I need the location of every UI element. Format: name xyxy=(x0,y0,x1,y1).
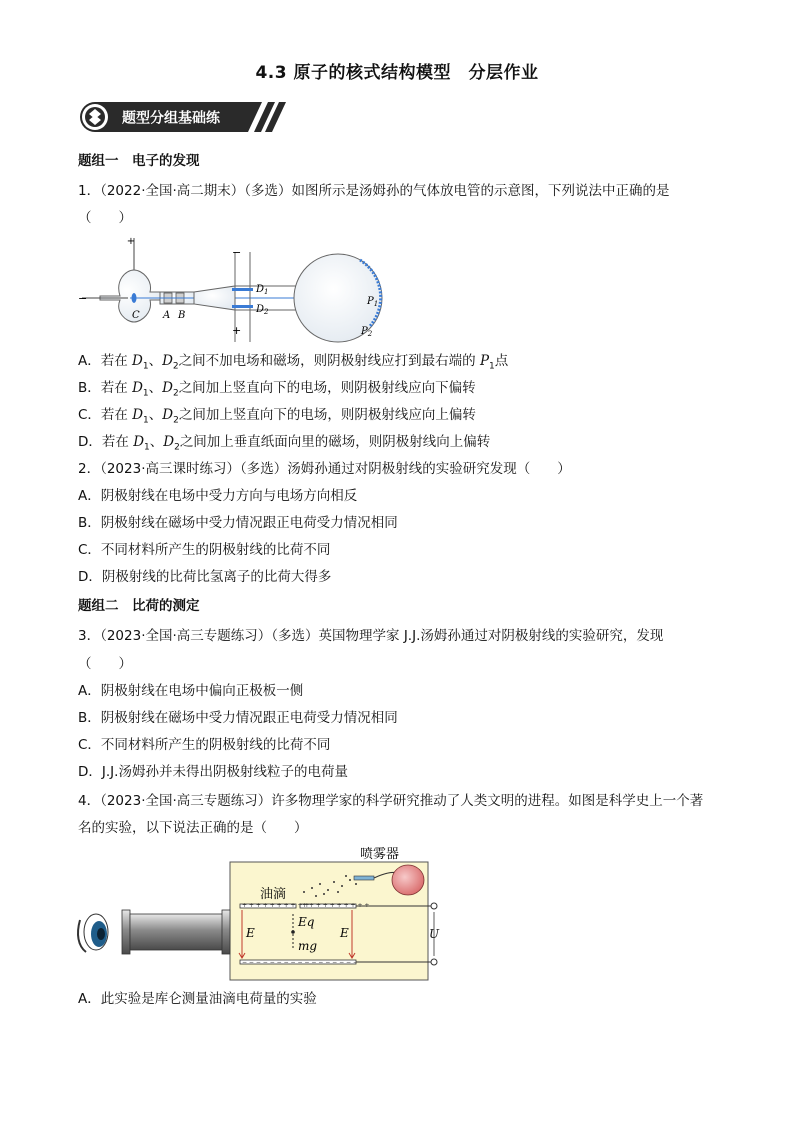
svg-text:+ + + + + + + + + +: + + + + + + + + + + xyxy=(242,902,310,909)
svg-text:− − − − − − − − − − − − − − −: − − − − − − − − − − − − − − − − − − xyxy=(242,959,365,966)
question-4-stem-line-2: 名的实验，以下说法正确的是（ ） xyxy=(78,820,308,836)
question-3-stem: 3．（2023·全国·高三专题练习）（多选）英国物理学家 J.J.汤姆孙通过对阴极射线的实验研究，发现 xyxy=(78,628,664,644)
label-c: C xyxy=(132,310,140,321)
voltage-u-label: U xyxy=(429,927,440,941)
field-e-right-label: E xyxy=(340,926,349,940)
section-banner xyxy=(78,100,292,134)
label-p2: $P_2$ xyxy=(361,326,373,338)
upper-plate-minus-label: − xyxy=(232,246,242,259)
question-1-answer-paren: （ ） xyxy=(78,210,132,226)
question-4-option-a: A．此实验是库仑测量油滴电荷量的实验 xyxy=(78,991,317,1007)
banner-label: 题型分组基础练 xyxy=(122,110,220,127)
question-2-stem: 2．（2023·高三课时练习）（多选）汤姆孙通过对阴极射线的实验研究发现（ ） xyxy=(78,461,571,477)
question-1-option-d: D．若在 $D_1$、$D_2$之间加上垂直纸面向里的磁场，则阴极射线向上偏转 xyxy=(78,434,491,453)
question-2-option-b: B．阴极射线在磁场中受力情况跟正电荷受力情况相同 xyxy=(78,515,398,531)
question-3-option-d: D．J.J.汤姆孙并未得出阴极射线粒子的电荷量 xyxy=(78,764,348,780)
question-1-stem: 1．（2022·全国·高二期末）（多选）如图所示是汤姆孙的气体放电管的示意图，下列说法中正确的是 xyxy=(78,183,670,199)
eq-force-label: Eq xyxy=(298,915,315,929)
question-1-option-b: B．若在 $D_1$、$D_2$之间加上竖直向下的电场，则阴极射线应向下偏转 xyxy=(78,380,476,399)
question-1-option-a: A．若在 $D_1$、$D_2$之间不加电场和磁场，则阴极射线应打到最右端的 $P_1$点 xyxy=(78,353,509,372)
group-heading-1: 题组一 电子的发现 xyxy=(78,153,200,169)
label-p1: $P_1$ xyxy=(367,296,379,308)
group-heading-2: 题组二 比荷的测定 xyxy=(78,598,200,614)
label-d1: $D_1$ xyxy=(256,284,269,296)
question-3-option-c: C．不同材料所产生的阴极射线的比荷不同 xyxy=(78,737,331,753)
oil-drop-label: 油滴 xyxy=(260,887,287,902)
field-e-left-label: E xyxy=(246,926,255,940)
cathode-minus-label: − xyxy=(78,292,88,305)
label-b: B xyxy=(178,310,186,321)
question-2-option-c: C．不同材料所产生的阴极射线的比荷不同 xyxy=(78,542,331,558)
sprayer-label: 喷雾器 xyxy=(360,847,400,862)
discharge-tube-figure xyxy=(70,230,390,348)
question-4-stem-line-1: 4．（2023·全国·高三专题练习）许多物理学家的科学研究推动了人类文明的进程。如图是科学史上一个著 xyxy=(78,793,704,809)
question-3-option-b: B．阴极射线在磁场中受力情况跟正电荷受力情况相同 xyxy=(78,710,398,726)
label-a: A xyxy=(163,310,171,321)
anode-plus-label: + xyxy=(126,236,136,247)
label-d2: $D_2$ xyxy=(256,304,269,316)
question-3-answer-paren: （ ） xyxy=(78,656,132,672)
page-title: 4.3 原子的核式结构模型 分层作业 xyxy=(255,63,539,83)
svg-text:+ + + + + + + + + +: + + + + + + + + + + xyxy=(302,902,370,909)
question-3-option-a: A．阴极射线在电场中偏向正极板一侧 xyxy=(78,683,304,699)
oil-drop-figure xyxy=(72,842,452,982)
mg-force-label: mg xyxy=(298,939,318,953)
question-2-option-d: D．阴极射线的比荷比氢离子的比荷大得多 xyxy=(78,569,332,585)
question-2-option-a: A．阴极射线在电场中受力方向与电场方向相反 xyxy=(78,488,358,504)
lower-plate-plus-label: + xyxy=(232,324,242,337)
question-1-option-c: C．若在 $D_1$、$D_2$之间加上竖直向下的电场，则阴极射线应向上偏转 xyxy=(78,407,476,426)
